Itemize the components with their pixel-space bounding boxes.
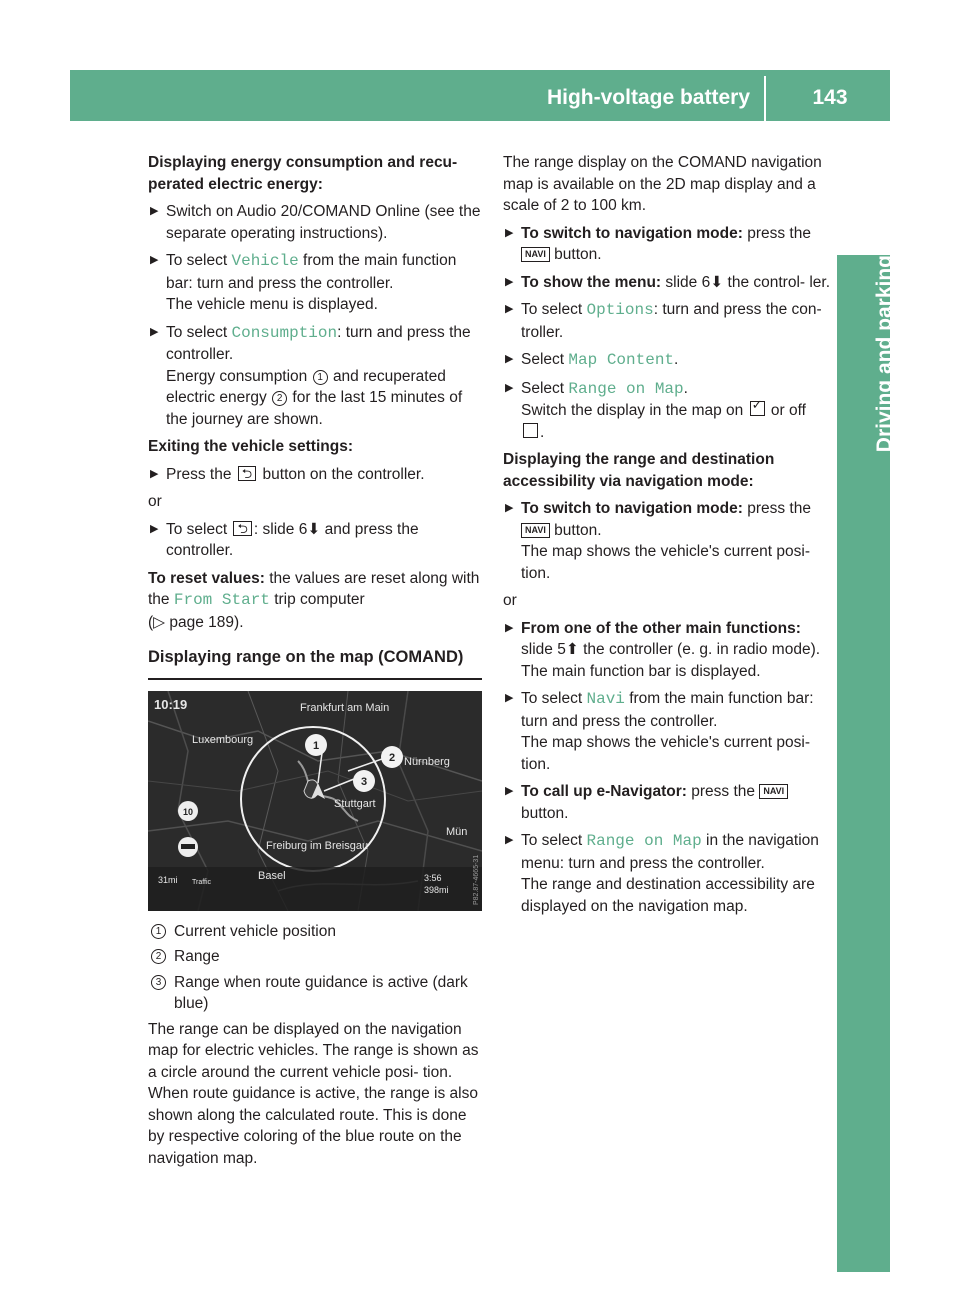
arrow-icon: ▶ bbox=[150, 205, 159, 217]
callout-2-icon: 2 bbox=[272, 391, 287, 406]
map-callout: 3 bbox=[360, 775, 368, 788]
page-number: 143 bbox=[812, 86, 848, 109]
checkbox-checked-icon: ✓ bbox=[750, 401, 765, 416]
step-label: To show the menu: bbox=[521, 273, 662, 291]
heading-energy: Displaying energy consumption and recu- perated electric energy: bbox=[148, 154, 458, 193]
step-text: Select bbox=[521, 379, 565, 397]
step-text: Switch on Audio 20/COMAND Online (see the separate operating instructions). bbox=[166, 203, 481, 242]
map-range-remaining: 398mi bbox=[424, 884, 449, 895]
slide-down-icon: 6⬇ bbox=[298, 520, 321, 538]
arrow-icon: ▶ bbox=[150, 467, 159, 480]
step-result: . bbox=[540, 423, 545, 441]
menu-code: Vehicle bbox=[231, 252, 299, 270]
callout-1-icon: 1 bbox=[313, 370, 328, 385]
step-text: from the main function bar: turn and press the controller. bbox=[166, 252, 457, 292]
step-result: The main function bar is displayed. bbox=[521, 662, 761, 680]
map-city: Mün bbox=[446, 825, 468, 838]
header-divider bbox=[764, 76, 766, 121]
arrow-icon: ▶ bbox=[150, 325, 159, 338]
legend-item bbox=[148, 921, 482, 943]
step-map-content bbox=[503, 349, 835, 372]
arrow-icon: ▶ bbox=[505, 226, 514, 239]
step-select-navi bbox=[503, 688, 835, 775]
menu-code: Map Content bbox=[568, 351, 675, 369]
map-city: Freiburg im Breisgau bbox=[266, 839, 369, 852]
menu-code: Range on Map bbox=[586, 832, 702, 850]
step-text: press the bbox=[691, 783, 756, 800]
step-text: : turn and press the con- troller. bbox=[521, 301, 822, 341]
map-callout: 2 bbox=[388, 751, 396, 764]
back-icon: ⮌ bbox=[233, 521, 251, 536]
step-text: Select bbox=[521, 351, 565, 368]
heading-exit: Exiting the vehicle settings: bbox=[148, 438, 353, 455]
step-label: To switch to navigation mode: bbox=[521, 224, 743, 242]
page-reference: (▷ page 189). bbox=[148, 613, 244, 631]
step-result: Switch the display in the map on bbox=[521, 402, 744, 419]
step-range-on-map bbox=[503, 378, 835, 444]
legend-item bbox=[148, 972, 482, 1015]
map-city: Stuttgart bbox=[334, 797, 376, 810]
side-tab-label: Driving and parking bbox=[873, 255, 896, 453]
arrow-icon: ▶ bbox=[505, 785, 514, 797]
step-text: . bbox=[674, 351, 679, 368]
menu-code: From Start bbox=[173, 591, 270, 609]
step-text: button. bbox=[554, 521, 602, 539]
arrow-icon: ▶ bbox=[505, 692, 514, 704]
or-text: or bbox=[148, 493, 162, 510]
step-text: in the navigation menu: turn and press the controller. bbox=[521, 832, 819, 872]
callout-2-icon: 2 bbox=[151, 949, 166, 964]
step-text: To select bbox=[521, 832, 583, 849]
legend-text: Current vehicle position bbox=[174, 922, 336, 940]
heading-destination: Displaying the range and destination accessibility via navigation mode: bbox=[503, 451, 775, 490]
step-text: the controller (e. g. in radio mode). bbox=[583, 641, 821, 658]
step-text: button on the controller. bbox=[262, 465, 425, 483]
step-text: press the bbox=[747, 224, 811, 242]
step-text: To select bbox=[166, 323, 228, 341]
step-text: : turn and press the controller. bbox=[166, 323, 471, 363]
speed-sign: 10 bbox=[182, 806, 194, 817]
step-label: To switch to navigation mode: bbox=[521, 500, 743, 517]
step-result: The map shows the vehicle's current posi- tion. bbox=[521, 734, 810, 773]
step-select-consumption bbox=[148, 322, 482, 431]
map-traffic: Traffic bbox=[192, 878, 212, 886]
step-text: . bbox=[683, 379, 688, 397]
arrow-icon: ▶ bbox=[505, 502, 514, 514]
arrow-icon: ▶ bbox=[150, 522, 159, 535]
map-time-remaining: 3:56 bbox=[424, 872, 442, 883]
step-other-functions bbox=[503, 618, 835, 683]
menu-code: Consumption bbox=[231, 323, 338, 342]
arrow-icon: ▶ bbox=[505, 353, 514, 365]
map-figure bbox=[148, 691, 482, 911]
arrow-icon: ▶ bbox=[505, 275, 514, 288]
reset-label: To reset values: bbox=[148, 569, 265, 587]
step-result: and recuperated electric energy bbox=[166, 367, 446, 406]
arrow-icon: ▶ bbox=[505, 303, 514, 315]
step-press-back bbox=[148, 464, 482, 486]
intro-paragraph: The range display on the COMAND navigation map is available on the 2D map display and a scale of 2 to 100 km. bbox=[503, 154, 822, 214]
step-result: The vehicle menu is displayed. bbox=[166, 296, 378, 313]
arrow-icon: ▶ bbox=[150, 254, 159, 266]
legend-text: Range when route guidance is active (dark blue) bbox=[174, 973, 468, 1012]
reset-text: trip computer bbox=[274, 591, 365, 608]
range-paragraph: The range can be displayed on the navigation map for electric vehicles. The range is shown as a circle around the current vehicle posi- tion. When route guidance is active, the range is also shown along the calculated route. This is done by respective coloring of the blue route on the navigation map. bbox=[148, 1020, 479, 1167]
step-text: To select bbox=[521, 301, 583, 318]
navi-button-icon: NAVI bbox=[759, 784, 788, 799]
menu-code: Options bbox=[586, 301, 654, 319]
step-result: The map shows the vehicle's current posi- tion. bbox=[521, 543, 810, 582]
step-result: Energy consumption bbox=[166, 367, 308, 385]
map-city: Luxembourg bbox=[192, 733, 254, 746]
step-text: To select bbox=[521, 690, 583, 707]
map-city: Basel bbox=[258, 869, 286, 882]
menu-code: Navi bbox=[586, 690, 625, 708]
arrow-icon: ▶ bbox=[505, 834, 514, 846]
step-result: or off bbox=[770, 402, 806, 419]
step-e-navigator bbox=[503, 781, 835, 824]
legend-text: Range bbox=[174, 948, 220, 965]
callout-1-icon: 1 bbox=[151, 924, 166, 939]
back-icon: ⮌ bbox=[238, 466, 256, 481]
or-text: or bbox=[503, 592, 517, 609]
left-column bbox=[148, 152, 482, 1175]
arrow-icon: ▶ bbox=[505, 381, 514, 394]
step-text: from the main function bar: turn and press the controller. bbox=[521, 690, 814, 730]
step-nav-mode bbox=[503, 223, 835, 266]
map-image bbox=[148, 691, 482, 911]
step-result: for the last 15 minutes of the journey are shown. bbox=[166, 389, 463, 428]
step-switch-on bbox=[148, 201, 482, 244]
navi-button-icon: NAVI bbox=[521, 523, 550, 538]
right-column bbox=[503, 152, 835, 923]
step-nav-mode-2 bbox=[503, 498, 835, 584]
slide-down-icon: 6⬇ bbox=[701, 273, 724, 291]
checkbox-unchecked-icon bbox=[523, 423, 538, 438]
navi-button-icon: NAVI bbox=[521, 247, 550, 262]
figure-legend bbox=[148, 921, 482, 1015]
step-select-back bbox=[148, 519, 482, 562]
figure-code: P82.87-4665-31 bbox=[473, 854, 480, 905]
legend-item bbox=[148, 946, 482, 968]
map-distance: 31mi bbox=[158, 874, 178, 885]
step-text: slide bbox=[521, 641, 553, 658]
step-text: button. bbox=[521, 804, 569, 822]
callout-3-icon: 3 bbox=[151, 975, 166, 990]
map-time: 10:19 bbox=[154, 696, 188, 712]
step-select-range bbox=[503, 830, 835, 917]
step-result: The range and destination accessibility are displayed on the navigation map. bbox=[521, 876, 815, 915]
section-title: Displaying range on the map (COMAND) bbox=[148, 647, 482, 680]
map-city: Nürnberg bbox=[404, 755, 450, 768]
step-text: slide bbox=[665, 273, 698, 291]
step-text: button. bbox=[554, 246, 602, 263]
step-text: To select bbox=[166, 520, 228, 538]
reset-text: the values are reset along with the bbox=[148, 569, 480, 608]
step-text: Press the bbox=[166, 465, 232, 483]
step-text: : slide bbox=[253, 520, 295, 538]
step-text: the control- ler. bbox=[727, 273, 831, 291]
slide-up-icon: 5⬆ bbox=[557, 641, 579, 658]
step-text: and press the controller. bbox=[166, 520, 419, 559]
step-show-menu bbox=[503, 272, 835, 294]
step-select-vehicle bbox=[148, 250, 482, 316]
header-bar bbox=[70, 70, 890, 121]
step-label: To call up e-Navigator: bbox=[521, 783, 687, 800]
step-text: press the bbox=[747, 500, 811, 517]
header-title: High-voltage battery bbox=[546, 86, 750, 109]
step-label: From one of the other main functions: bbox=[521, 619, 801, 637]
step-text: To select bbox=[166, 252, 228, 269]
map-city: Frankfurt am Main bbox=[300, 701, 390, 714]
map-callout: 1 bbox=[312, 739, 320, 752]
reset-paragraph bbox=[148, 568, 482, 634]
arrow-icon: ▶ bbox=[505, 621, 514, 634]
step-select-options bbox=[503, 299, 835, 343]
menu-code: Range on Map bbox=[568, 379, 684, 398]
